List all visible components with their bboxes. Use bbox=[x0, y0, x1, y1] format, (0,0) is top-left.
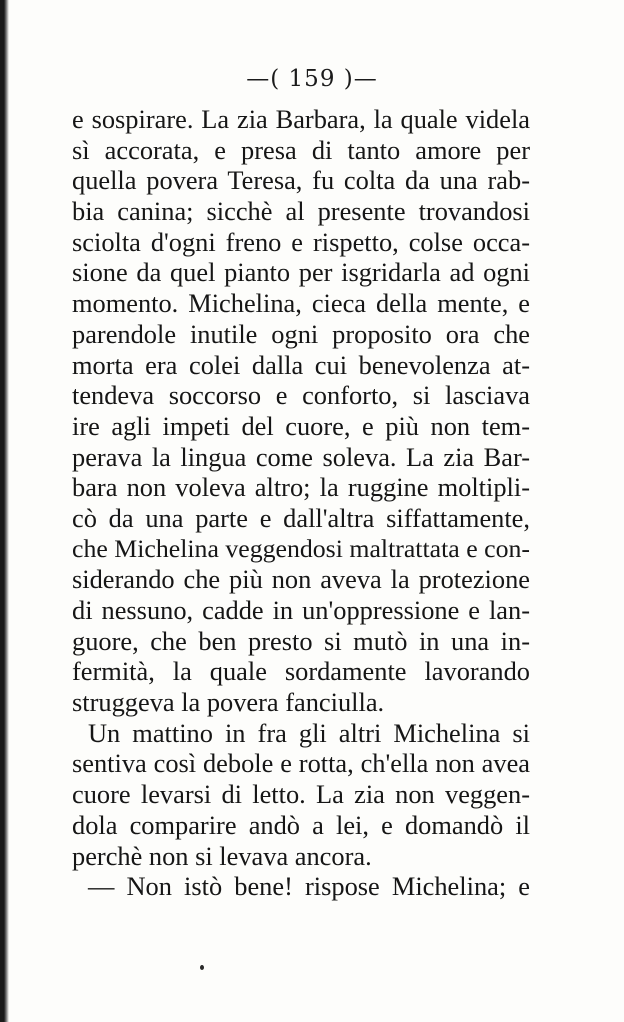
text-line: quella povera Teresa, fu colta da una rab- bbox=[72, 165, 530, 196]
text-line: perava la lingua come soleva. La zia Bar- bbox=[72, 441, 530, 472]
text-line: sì accorata, e presa di tanto amore per bbox=[72, 134, 530, 165]
page-number: —( 159 )— bbox=[246, 66, 378, 92]
paragraph bbox=[72, 871, 530, 902]
text-line: bara non voleva altro; la ruggine moltipli- bbox=[72, 472, 530, 503]
text-line: sione da quel pianto per isgridarla ad ogni bbox=[72, 257, 530, 288]
ink-speck bbox=[200, 965, 204, 970]
text-line: perchè non si levava ancora. bbox=[72, 840, 372, 871]
text-line: che Michelina veggendosi maltrattata e con- bbox=[72, 533, 530, 563]
text-line: sentiva così debole e rotta, ch'ella non avea bbox=[72, 748, 530, 779]
text-line: parendole inutile ogni proposito ora che bbox=[72, 318, 530, 349]
text-line: e sospirare. La zia Barbara, la quale videla bbox=[72, 104, 530, 134]
text-line: bia canina; sicchè al presente trovandosi bbox=[72, 196, 530, 227]
text-line: morta era colei dalla cui benevolenza at- bbox=[72, 349, 530, 380]
text-line: cò da una parte e dall'altra siffattamente, bbox=[72, 502, 530, 533]
text-line: sciolta d'ogni freno e rispetto, colse occa- bbox=[72, 226, 530, 257]
text-line: — Non istò bene! rispose Michelina; e bbox=[88, 871, 530, 902]
text-line: Un mattino in fra gli altri Michelina si bbox=[88, 717, 530, 748]
paragraph bbox=[72, 718, 530, 871]
text-line: fermità, la quale sordamente lavorando bbox=[72, 656, 530, 687]
text-line: ire agli impeti del cuore, e più non tem- bbox=[72, 410, 530, 441]
text-line: struggeva la povera fanciulla. bbox=[72, 687, 385, 718]
text-line: dola comparire andò a lei, e domandò il bbox=[72, 809, 530, 840]
page-gutter-edge bbox=[0, 0, 9, 1022]
paragraph bbox=[72, 104, 530, 718]
text-line: cuore levarsi di letto. La zia non veggen- bbox=[72, 779, 530, 810]
text-line: guore, che ben presto si mutò in una in- bbox=[72, 625, 530, 656]
text-line: di nessuno, cadde in un'oppressione e lan- bbox=[72, 595, 530, 625]
body-text bbox=[72, 104, 530, 902]
text-line: tendeva soccorso e conforto, si lasciava bbox=[72, 380, 530, 411]
text-line: siderando che più non aveva la protezione bbox=[72, 564, 530, 595]
text-line: momento. Michelina, cieca della mente, e bbox=[72, 288, 530, 319]
